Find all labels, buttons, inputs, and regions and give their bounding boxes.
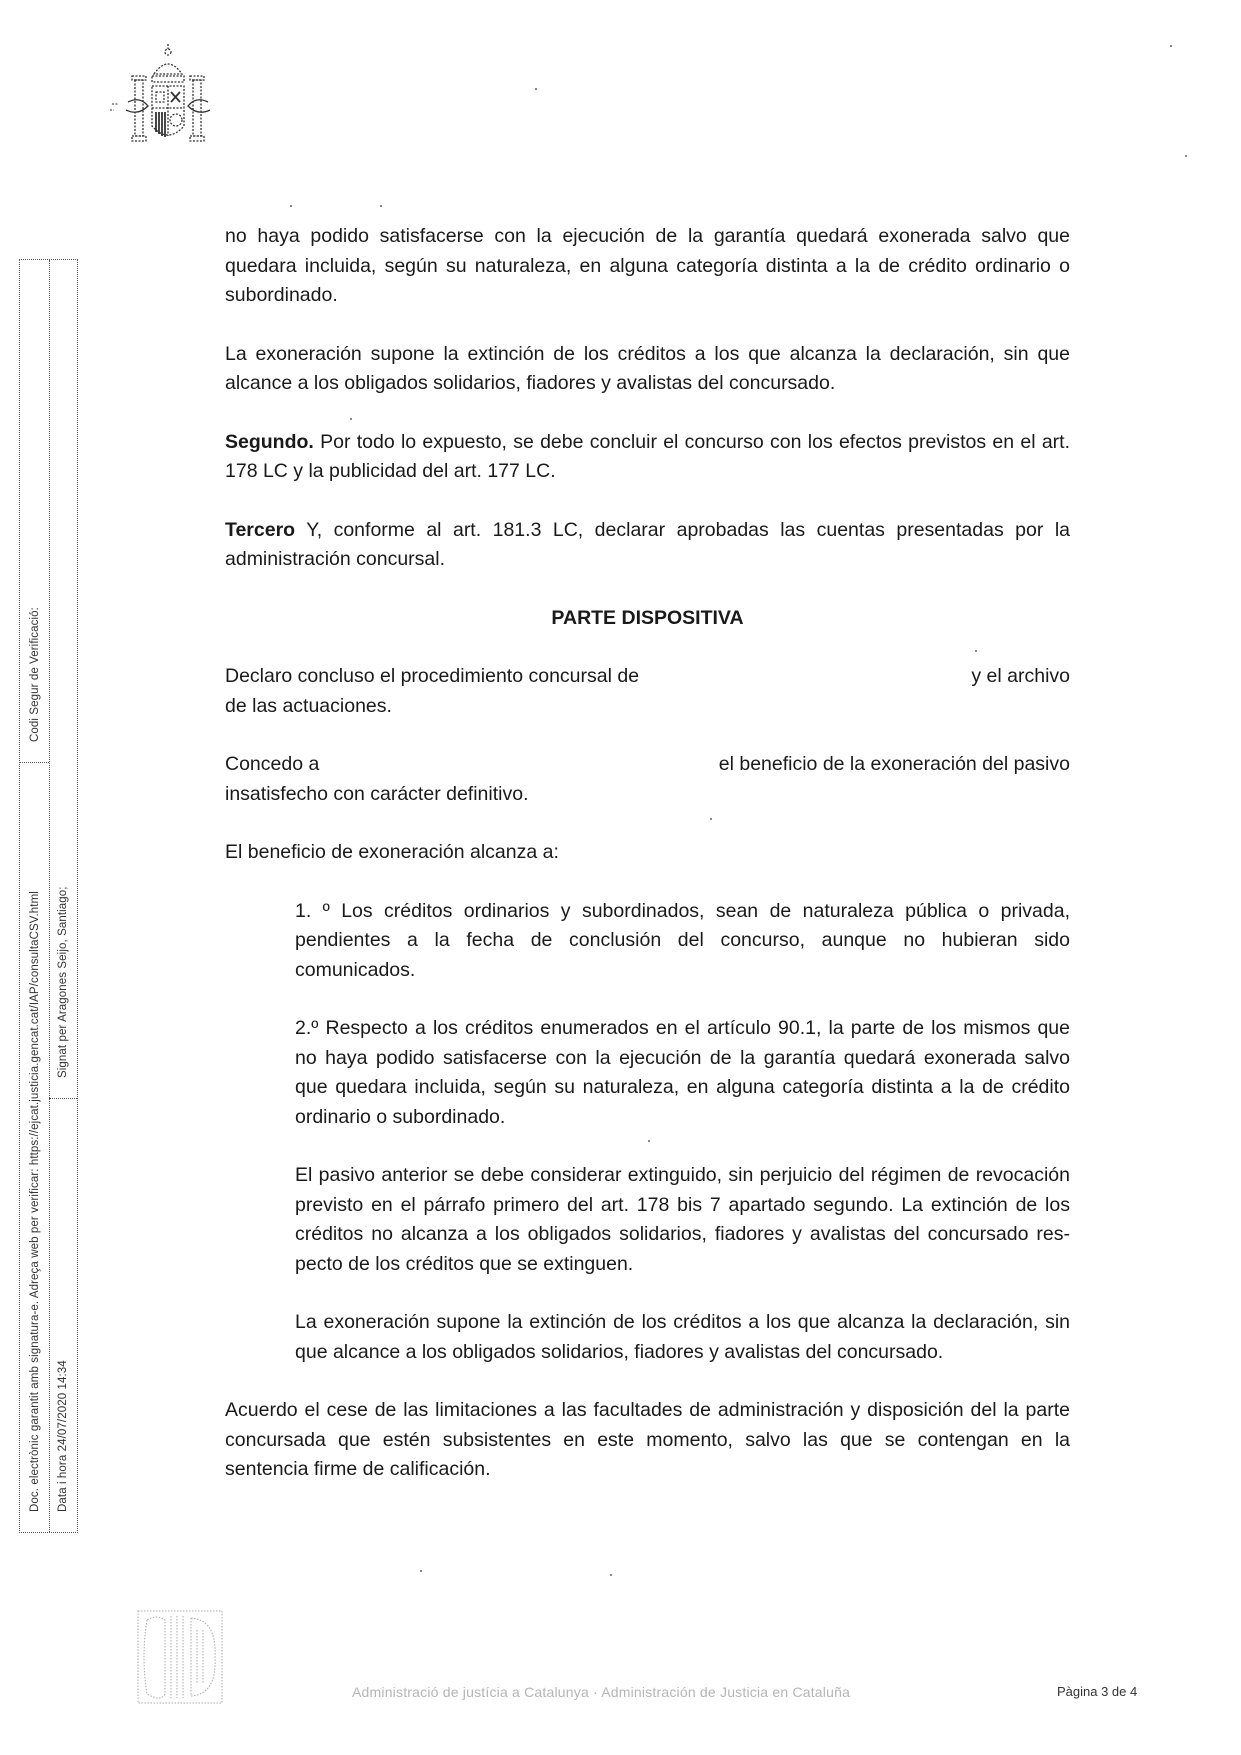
scan-speck xyxy=(290,205,292,207)
scan-speck xyxy=(535,88,537,90)
segundo-label: Segundo. xyxy=(225,430,314,453)
scan-speck xyxy=(420,1570,422,1572)
scan-speck xyxy=(380,205,382,207)
list-item-1: 1. º Los créditos ordinarios y subordinados, sean de naturaleza pública o privada, pendientes a la fecha de conclusión del concurso, aunque no hubieran sido comunicados. xyxy=(295,899,1070,981)
declaro-end: y el archivo xyxy=(971,665,1070,687)
csv-code-cell xyxy=(20,260,49,763)
paragraph-declaro xyxy=(225,662,1070,721)
scan-speck xyxy=(1185,155,1187,157)
scan-speck xyxy=(1170,45,1172,47)
declaro-start: Declaro concluso el procedimiento concursal de xyxy=(225,665,640,687)
scan-speck xyxy=(975,650,977,652)
paragraph-beneficio-intro: El beneficio de exoneración alcanza a: xyxy=(225,841,559,863)
concedo-line-2: insatisfecho con carácter definitivo. xyxy=(225,782,529,805)
paragraph-segundo xyxy=(225,428,1070,487)
verification-strip xyxy=(19,259,78,1533)
paragraph-pasivo: El pasivo anterior se debe considerar extinguido, sin perjuicio del régimen de revocación previsto en el párrafo primero del art. 178 bis 7 apartado segundo. La extinción de los créditos no alcanza a los obligados solidarios, fiadores y avalistas del concursado res-pecto de los créditos que se extinguen. xyxy=(295,1164,1070,1275)
signed-by-text: Signat per Aragones Seijo, Santiago; xyxy=(57,886,69,1078)
tercero-text: Y, conforme al art. 181.3 LC, declarar aprobadas las cuentas presentadas por la administración concursal. xyxy=(225,518,1070,570)
scan-speck xyxy=(350,418,352,420)
tercero-label: Tercero xyxy=(225,518,296,541)
csv-code-label: Codi Segur de Verificació: xyxy=(28,607,41,742)
paragraph-exoneracion-2: La exoneración supone la extinción de los créditos a los que alcanza la declaración, sin que alcance a los obligados solidarios, fiadores y avalistas del concursado. xyxy=(295,1311,1070,1363)
document-body xyxy=(225,222,1070,1514)
segundo-text: Por todo lo expuesto, se debe concluir el concurso con los efectos previstos en el art. 178 LC y la publicidad del art. 177 LC. xyxy=(225,430,1070,482)
verification-strip-right-column xyxy=(49,260,77,1532)
concedo-end: el beneficio de la exoneración del pasivo xyxy=(718,753,1070,775)
signed-by-cell xyxy=(49,260,77,1099)
concedo-line-1 xyxy=(225,750,1070,780)
declaro-line-1 xyxy=(225,662,1070,692)
verification-strip-left-column xyxy=(20,260,50,1532)
section-heading: PARTE DISPOSITIVA xyxy=(551,606,744,629)
catalonia-justice-logo-icon xyxy=(137,1610,223,1704)
paragraph-exoneracion-1: La exoneración supone la extinción de los créditos a los que alcanza la declaración, sin que alcance a los obligados solidarios, fiadores y avalistas del concursado. xyxy=(225,342,1070,394)
paragraph-acuerdo: Acuerdo el cese de las limitaciones a las facultades de administración y disposición del la parte concursada que estén subsistentes en este momento, salvo las que se contengan en la sentencia firme de calificación. xyxy=(225,1399,1070,1480)
date-time-cell xyxy=(49,1099,77,1532)
scan-speck xyxy=(610,1574,612,1576)
list-item-2: 2.º Respecto a los créditos enumerados en el artículo 90.1, la parte de los mismos que no haya podido satisfacerse con la ejecución de la garantía quedará exonerada salvo que quedara incluida, según su naturaleza, en alguna categoría distinta a la de crédito ordinario o subordinado. xyxy=(295,1017,1070,1128)
signature-date-time: Data i hora 24/07/2020 14:34 xyxy=(57,1360,69,1512)
electronic-doc-verification-text: Doc. electrònic garantit amb signatura-e. Adreça web per verificar: https://ejcat.justicia.gencat.cat/IAP/consultaCSV.html xyxy=(28,891,41,1512)
declaro-line-2: de las actuaciones. xyxy=(225,694,392,717)
spain-coat-of-arms-icon xyxy=(108,40,228,155)
page-number: Pàgina 3 de 4 xyxy=(1057,1684,1138,1699)
footer-institution-text: Administració de justícia a Catalunya · Administración de Justicia en Cataluña xyxy=(352,1684,851,1700)
scan-speck xyxy=(710,818,712,820)
electronic-doc-cell xyxy=(20,763,49,1532)
paragraph-concedo xyxy=(225,750,1070,809)
scan-speck xyxy=(648,1140,650,1142)
paragraph-tercero xyxy=(225,516,1070,575)
concedo-start: Concedo a xyxy=(225,753,320,775)
paragraph-continuation: no haya podido satisfacerse con la ejecución de la garantía quedará exonerada salvo que quedara incluida, según su naturaleza, en alguna categoría distinta a la de crédito ordinario o subordinado. xyxy=(225,225,1070,306)
